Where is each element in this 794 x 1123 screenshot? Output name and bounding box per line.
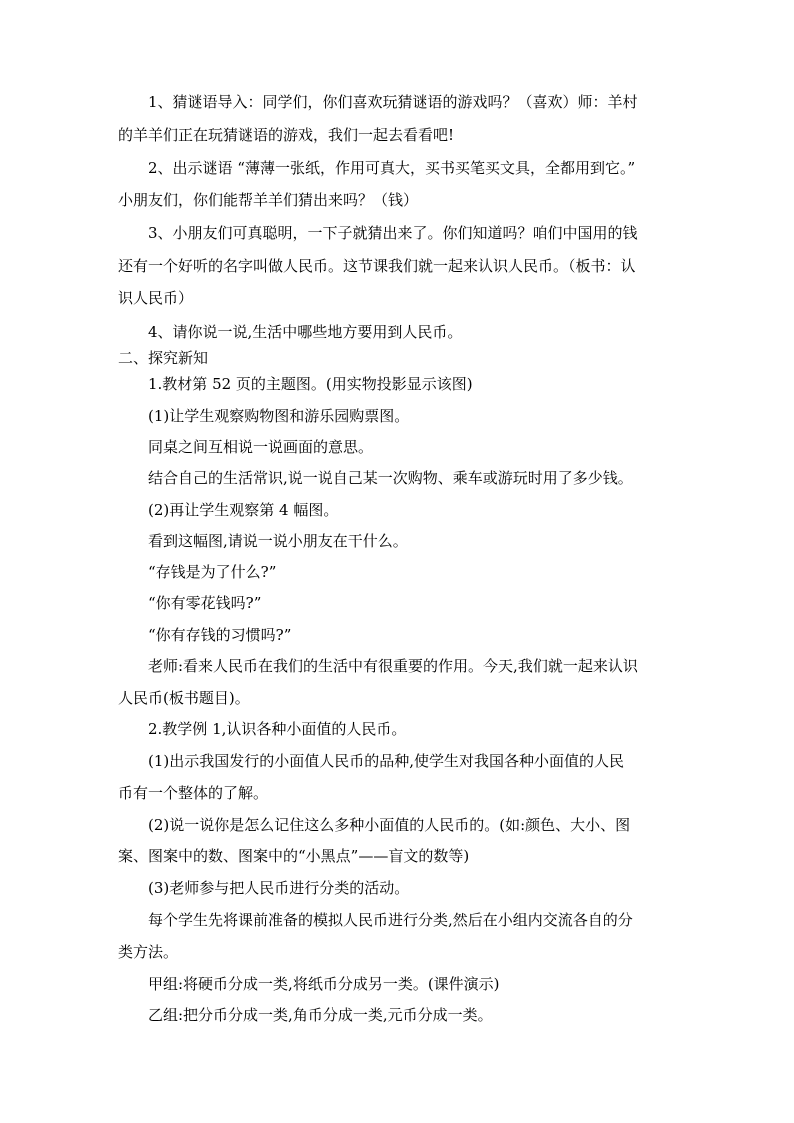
text-line: 人民币(板书题目)。	[118, 689, 250, 707]
text-line: 币有一个整体的了解。	[118, 784, 269, 802]
text-line: “存钱是为了什么?”	[148, 563, 277, 581]
text-line: 案、图案中的数、图案中的“小黑点”——盲文的数等)	[118, 847, 470, 865]
text-line: “你有存钱的习惯吗?”	[148, 626, 292, 644]
text-line: 3、小朋友们可真聪明，一下子就猜出来了。你们知道吗？咱们中国用的钱	[148, 224, 638, 242]
text-line: 4、请你说一说,生活中哪些地方要用到人民币。	[148, 323, 463, 341]
text-line: 1.教材第 52 页的主题图。(用实物投影显示该图)	[148, 375, 473, 393]
text-line: 还有一个好听的名字叫做人民币。这节课我们就一起来认识人民币。（板书：认	[118, 257, 636, 275]
text-line: 1、猜谜语导入：同学们，你们喜欢玩猜谜语的游戏吗？（喜欢）师：羊村	[148, 93, 638, 111]
text-line: 的羊羊们正在玩猜谜语的游戏，我们一起去看看吧!	[118, 126, 455, 144]
text-line: (1)让学生观察购物图和游乐园购票图。	[148, 407, 410, 425]
text-line: 老师:看来人民币在我们的生活中有很重要的作用。今天,我们就一起来认识	[148, 657, 638, 675]
text-line: 小朋友们，你们能帮羊羊们猜出来吗？（钱）	[118, 191, 419, 209]
text-line: 每个学生先将课前准备的模拟人民币进行分类,然后在小组内交流各自的分	[148, 911, 633, 929]
text-line: 乙组:把分币分成一类,角币分成一类,元币分成一类。	[148, 1006, 493, 1024]
section-heading: 二、探究新知	[118, 349, 209, 367]
text-line: 同桌之间互相说一说画面的意思。	[148, 438, 374, 456]
text-line: “你有零花钱吗?”	[148, 594, 262, 612]
text-line: 看到这幅图,请说一说小朋友在干什么。	[148, 532, 408, 550]
text-line: 2.教学例 1,认识各种小面值的人民币。	[148, 720, 407, 738]
text-line: (1)出示我国发行的小面值人民币的品种,使学生对我国各种小面值的人民	[148, 752, 625, 770]
text-line: (2)再让学生观察第 4 幅图。	[148, 501, 339, 519]
text-line: 甲组:将硬币分成一类,将纸币分成另一类。(课件演示)	[148, 975, 500, 993]
text-line: 类方法。	[118, 943, 179, 961]
text-line: 识人民币）	[118, 289, 194, 307]
text-line: (2)说一说你是怎么记住这么多种小面值的人民币的。(如:颜色、大小、图	[148, 816, 631, 834]
text-line: 2、出示谜语 “薄薄一张纸，作用可真大，买书买笔买文具，全都用到它。”	[148, 159, 636, 177]
text-line: 结合自己的生活常识,说一说自己某一次购物、乘车或游玩时用了多少钱。	[148, 469, 633, 487]
text-line: (3)老师参与把人民币进行分类的活动。	[148, 879, 410, 897]
